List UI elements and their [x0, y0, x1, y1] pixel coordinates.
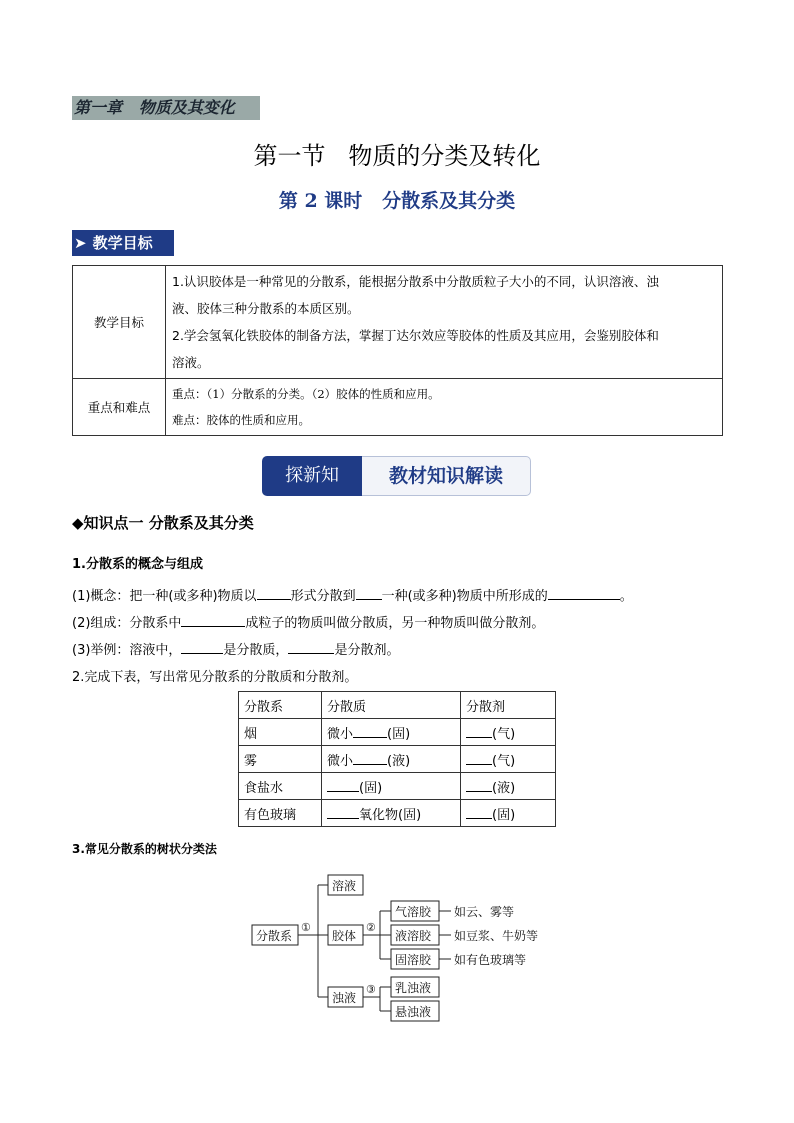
tree-liquid-sol: 液溶胶: [395, 929, 432, 943]
cell-dispersed: [322, 719, 461, 746]
cell-dispersed: [322, 800, 461, 827]
fill-blank: [548, 585, 620, 600]
goals-line: 重点：（1）分散系的分类。（2）胶体的性质和应用。: [172, 387, 440, 401]
text: (2)组成：分散系中: [72, 616, 182, 631]
example-line: [72, 639, 399, 658]
goals-row-content: [166, 266, 723, 379]
goals-badge-label: 教学目标: [92, 234, 153, 252]
tree-emulsion: 乳浊液: [395, 981, 432, 995]
text: 氧化物(固): [359, 807, 422, 823]
cell-system: 烟: [239, 719, 322, 746]
table-row: [239, 719, 556, 746]
fill-blank: [353, 750, 387, 765]
text: (液): [387, 753, 411, 769]
tree-colloid: 胶体: [332, 929, 357, 943]
text: (液): [492, 780, 516, 796]
cell-dispersed: [322, 773, 461, 800]
text: 成粒子的物质叫做分散质，另一种物质叫做分散剂。: [245, 616, 545, 631]
goals-row: [73, 379, 723, 436]
fill-blank: [466, 750, 492, 765]
goals-row-header: 教学目标: [73, 266, 166, 379]
tree-aerosol: 气溶胶: [395, 905, 432, 919]
fill-blank: [353, 723, 387, 738]
tree-suspension: 悬浊液: [395, 1005, 432, 1019]
text: 是分散质，: [223, 643, 289, 658]
tree-example-liquid: 如豆浆、牛奶等: [454, 929, 539, 943]
subheading-tree: 3.常见分散系的树状分类法: [72, 842, 217, 856]
arrow-icon: ➤: [74, 234, 87, 252]
section-title: 第一节 物质的分类及转化: [253, 142, 541, 170]
fill-blank: [327, 777, 359, 792]
text: (固): [492, 807, 516, 823]
table-row: [239, 773, 556, 800]
goals-row-content: [166, 379, 723, 436]
fill-blank: [466, 777, 492, 792]
goals-line: 难点：胶体的性质和应用。: [172, 413, 310, 427]
cell-dispersed: [322, 746, 461, 773]
composition-line: [72, 612, 544, 631]
cell-agent: [461, 800, 556, 827]
goals-line: 液、胶体三种分散系的本质区别。: [172, 301, 360, 316]
dispersion-table: [238, 691, 556, 827]
cell-system: 有色玻璃: [239, 800, 322, 827]
banner-left: 探新知: [262, 456, 362, 496]
tree-mark-3: ③: [366, 983, 376, 996]
cell-system: 雾: [239, 746, 322, 773]
knowledge-point-title: ◆知识点一 分散系及其分类: [72, 514, 254, 532]
text: 形式分散到: [290, 589, 356, 604]
tree-root: 分散系: [256, 929, 293, 943]
tree-turbid: 浊液: [332, 991, 357, 1005]
text: (气): [492, 753, 516, 769]
table-header-row: [239, 692, 556, 719]
instruction-line: 2.完成下表，写出常见分散系的分散质和分散剂。: [72, 670, 358, 685]
tree-solid-sol: 固溶胶: [395, 953, 432, 967]
table-row: [239, 800, 556, 827]
column-header: 分散剂: [461, 692, 556, 719]
goals-row-header: 重点和难点: [73, 379, 166, 436]
goals-line: 溶液。: [172, 355, 210, 370]
fill-blank: [466, 723, 492, 738]
chapter-tag: 第一章 物质及其变化: [72, 96, 260, 120]
tree-example-solid: 如有色玻璃等: [454, 953, 527, 967]
cell-agent: [461, 773, 556, 800]
tree-example-aerosol: 如云、雾等: [454, 905, 515, 919]
tree-mark-1: ①: [301, 921, 311, 934]
text: 一种(或多种)物质中所形成的: [381, 589, 548, 604]
concept-line: [72, 585, 633, 604]
classification-tree: [0, 860, 794, 1030]
tree-mark-2: ②: [366, 921, 376, 934]
fill-blank: [327, 804, 359, 819]
tree-solution: 溶液: [332, 879, 357, 893]
text: 微小: [327, 726, 354, 742]
subheading-concept: 1.分散系的概念与组成: [72, 557, 203, 572]
goals-table: [72, 265, 723, 436]
text: (气): [492, 726, 516, 742]
text: 是分散剂。: [334, 643, 400, 658]
section-banner: [262, 456, 532, 496]
lesson-title: 第 2 课时 分散系及其分类: [278, 190, 516, 212]
text: 。: [619, 589, 633, 604]
cell-agent: [461, 719, 556, 746]
column-header: 分散质: [322, 692, 461, 719]
fill-blank: [356, 585, 382, 600]
text: (1)概念：把一种(或多种)物质以: [72, 589, 257, 604]
fill-blank: [181, 612, 245, 627]
column-header: 分散系: [239, 692, 322, 719]
fill-blank: [466, 804, 492, 819]
cell-system: 食盐水: [239, 773, 322, 800]
goals-line: 2.学会氢氧化铁胶体的制备方法，掌握丁达尔效应等胶体的性质及其应用，会鉴别胶体和: [172, 328, 659, 343]
cell-agent: [461, 746, 556, 773]
banner-right: 教材知识解读: [362, 456, 531, 496]
fill-blank: [181, 639, 223, 654]
text: (3)举例：溶液中，: [72, 643, 182, 658]
text: (固): [359, 780, 383, 796]
goals-row: [73, 266, 723, 379]
goals-line: 1.认识胶体是一种常见的分散系，能根据分散系中分散质粒子大小的不同，认识溶液、浊: [172, 274, 659, 289]
text: (固): [387, 726, 411, 742]
table-row: [239, 746, 556, 773]
fill-blank: [288, 639, 334, 654]
text: 微小: [327, 753, 354, 769]
goals-badge: [72, 230, 174, 256]
fill-blank: [257, 585, 291, 600]
